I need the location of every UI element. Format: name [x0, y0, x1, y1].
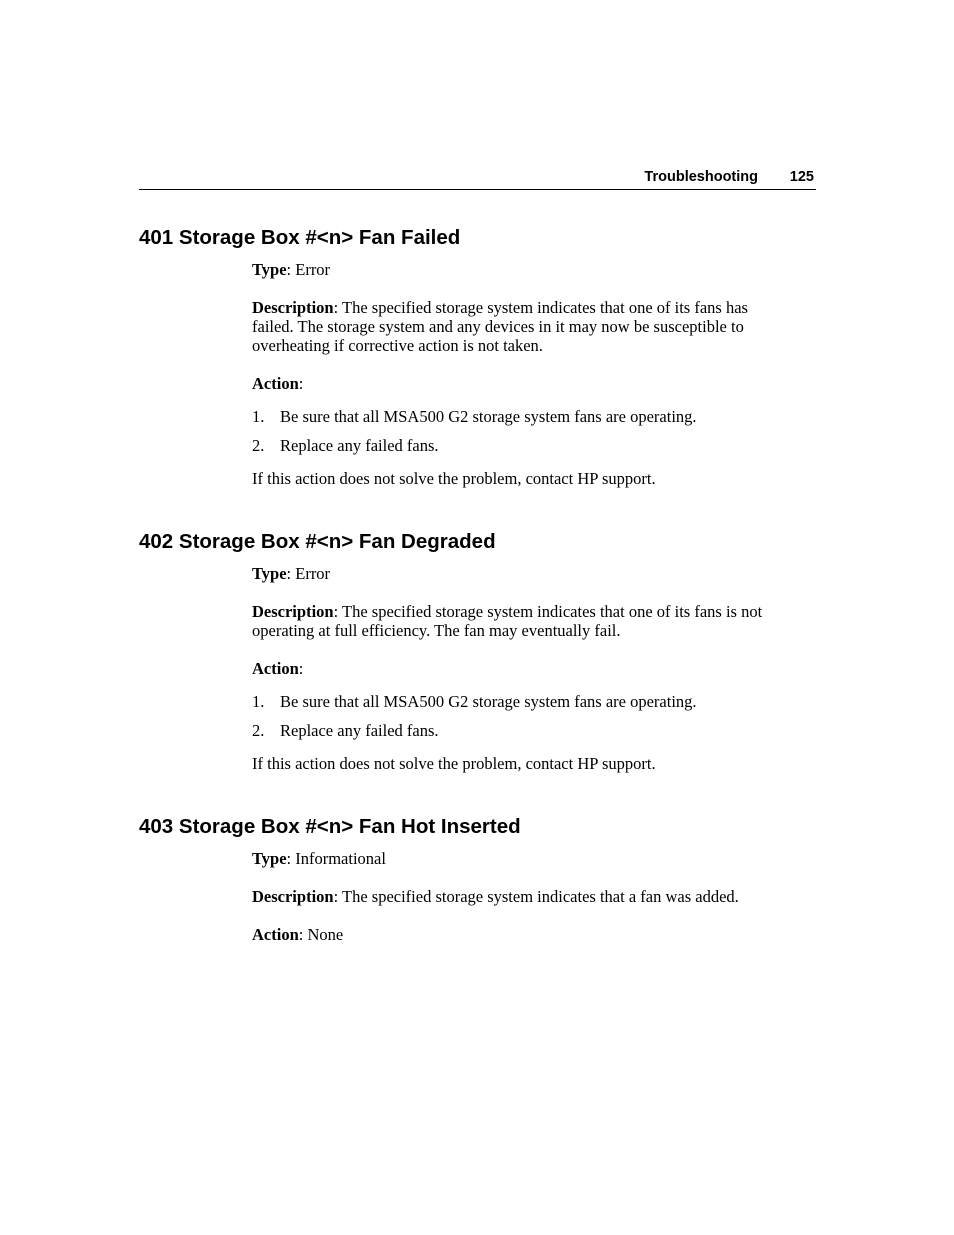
section-heading: 401 Storage Box #<n> Fan Failed: [139, 226, 461, 249]
action-steps: [252, 692, 792, 740]
support-note: If this action does not solve the problem, contact HP support.: [252, 469, 656, 488]
action-suffix: :: [298, 659, 304, 678]
action-step: [252, 436, 792, 455]
step-number: 2.: [252, 436, 265, 455]
type-line: [252, 849, 792, 868]
step-text: Be sure that all MSA500 G2 storage system fans are operating.: [280, 407, 697, 426]
action-step: [252, 692, 792, 711]
action-label: Action: [252, 925, 299, 944]
step-text: Replace any failed fans.: [280, 721, 439, 740]
page-number: 125: [789, 169, 814, 185]
support-note: If this action does not solve the problem, contact HP support.: [252, 754, 656, 773]
action-step: [252, 721, 792, 740]
description-paragraph: [252, 298, 792, 355]
type-label: Type: [252, 260, 287, 279]
section-403-fan-hot-inserted: [139, 815, 816, 963]
section-body: [252, 849, 792, 944]
action-line: [252, 925, 792, 944]
action-label: Action: [252, 374, 299, 393]
step-number: 1.: [252, 407, 265, 426]
action-step: [252, 407, 792, 426]
type-value: : Error: [286, 260, 331, 279]
description-text: : The specified storage system indicates that a fan was added.: [333, 887, 739, 906]
type-label: Type: [252, 849, 287, 868]
type-label: Type: [252, 564, 287, 583]
section-401-fan-failed: [139, 226, 816, 507]
action-steps: [252, 407, 792, 455]
description-text: : The specified storage system indicates that one of its fans has failed. The storage system and any devices in it may now be susceptible to overheating if corrective action is not taken.: [252, 298, 748, 355]
section-heading: 402 Storage Box #<n> Fan Degraded: [139, 530, 496, 553]
section-402-fan-degraded: [139, 530, 816, 792]
action-line: [252, 659, 792, 678]
step-number: 1.: [252, 692, 265, 711]
description-paragraph: [252, 602, 792, 640]
action-line: [252, 374, 792, 393]
running-header: [139, 168, 816, 190]
section-heading: 403 Storage Box #<n> Fan Hot Inserted: [139, 815, 521, 838]
type-value: : Informational: [286, 849, 386, 868]
description-label: Description: [252, 602, 334, 621]
description-label: Description: [252, 887, 334, 906]
step-number: 2.: [252, 721, 265, 740]
action-label: Action: [252, 659, 299, 678]
description-label: Description: [252, 298, 334, 317]
description-text: : The specified storage system indicates that one of its fans is not operating at full efficiency. The fan may eventually fail.: [252, 602, 763, 640]
step-text: Replace any failed fans.: [280, 436, 439, 455]
step-text: Be sure that all MSA500 G2 storage system fans are operating.: [280, 692, 697, 711]
section-body: [252, 260, 792, 488]
section-body: [252, 564, 792, 773]
type-line: [252, 260, 792, 279]
type-value: : Error: [286, 564, 331, 583]
action-suffix: :: [298, 374, 304, 393]
type-line: [252, 564, 792, 583]
header-title: Troubleshooting: [644, 169, 758, 185]
description-paragraph: [252, 887, 792, 906]
action-suffix: : None: [298, 925, 344, 944]
